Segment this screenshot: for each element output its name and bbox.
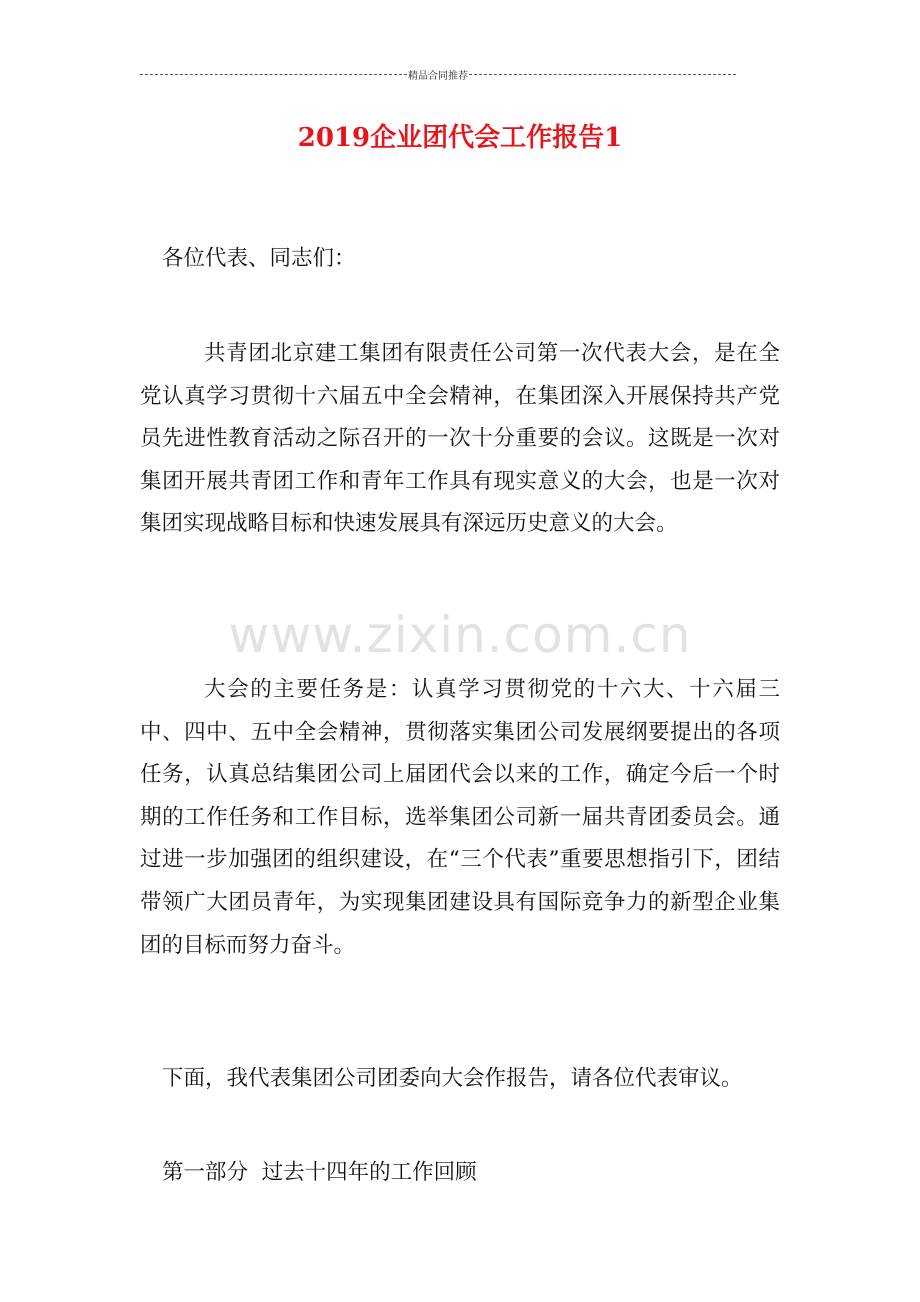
paragraph-report-intro: 下面，我代表集团公司团委向大会作报告，请各位代表审议。 <box>162 1066 743 1091</box>
header-dash-left <box>140 74 407 75</box>
salutation: 各位代表、同志们： <box>162 246 356 271</box>
watermark: www.zixin.com.cn <box>228 606 692 664</box>
header-dash-right <box>469 74 736 75</box>
paragraph-main-tasks: 大会的主要任务是：认真学习贯彻党的十六大、十六届三中、四中、五中全会精神，贯彻落实集团公司发展纲要提出的各项任务，认真总结集团公司上届团代会以来的工作，确定今后一个时期的工作任务和工作目标，选举集团公司新一届共青团委员会。通过进一步加强团的组织建设，在“三个代表”重要思想指引下，团结带领广大团员青年，为实现集团建设具有国际竞争力的新型企业集团的目标而努力奋斗。 <box>140 677 780 958</box>
paragraph-intro: 共青团北京建工集团有限责任公司第一次代表大会，是在全党认真学习贯彻十六届五中全会精神，在集团深入开展保持共产党员先进性教育活动之际召开的一次十分重要的会议。这既是一次对集团开展共青团工作和青年工作具有现实意义的大会，也是一次对集团实现战略目标和快速发展具有深远历史意义的大会。 <box>140 341 780 537</box>
section-heading-part-one: 第一部分 过去十四年的工作回顾 <box>162 1160 477 1185</box>
document-title: 2019企业团代会工作报告1 <box>297 123 623 153</box>
header-label: 精品合同推荐 <box>408 70 468 82</box>
header-rule <box>140 66 736 82</box>
